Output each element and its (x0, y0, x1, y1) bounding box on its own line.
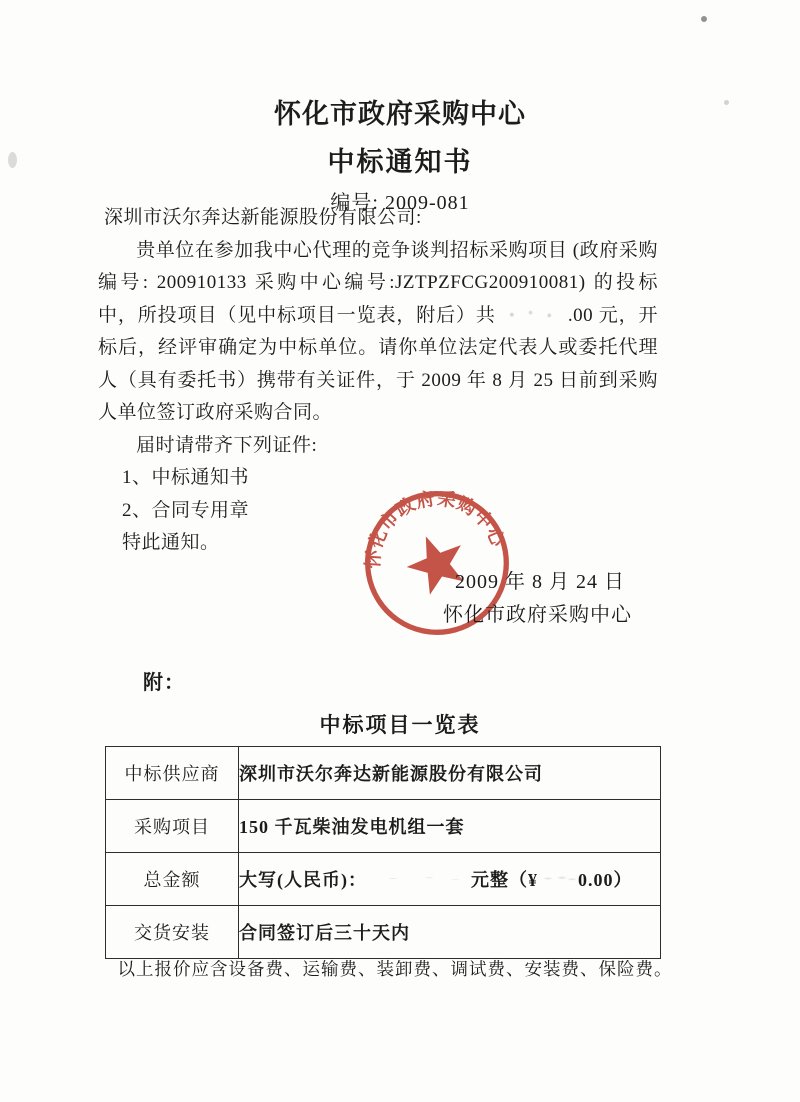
scan-artifact (701, 16, 707, 22)
row-label: 交货安装 (106, 906, 239, 959)
attachment-label: 附： (143, 672, 185, 694)
body-text-after-amount: .00 元，开标后，经评审确定为中标单位。请你单位法定代表人或委托代理人（具有委托书）携带有关证件，于 2009 年 8 月 25 日前到采购人单位签订政府采购合同。 (98, 304, 658, 423)
row-label: 采购项目 (106, 800, 239, 853)
table-row-project (106, 800, 661, 853)
row-value (239, 853, 661, 906)
body-text-before-amount: 贵单位在参加我中心代理的竞争谈判招标采购项目 (政府采购编号: 200910133 采购中心编号:JZTPZFCG200910081) 的投标中，所投项目（见中标项目一览表，附后）共 (98, 239, 658, 326)
erased-amount-digits (538, 871, 578, 886)
doc-title: 中标通知书 (327, 147, 473, 177)
award-table (105, 746, 661, 959)
list-item-contract-seal: 2、合同专用章 (122, 499, 250, 521)
row-value: 150 千瓦柴油发电机组一套 (239, 800, 661, 853)
list-item-notice: 1、中标通知书 (122, 467, 250, 488)
signature-org: 怀化市政府采购中心 (443, 604, 632, 626)
signature-block (443, 566, 703, 632)
row-value: 深圳市沃尔奔达新能源股份有限公司 (239, 747, 661, 800)
row-label: 总金额 (106, 853, 239, 906)
table-row-supplier (106, 747, 661, 800)
amount-mid: 元整（¥ (471, 870, 538, 890)
row-value: 合同签订后三十天内 (239, 906, 661, 959)
scan-artifact (8, 152, 17, 168)
recipient-line: 深圳市沃尔奔达新能源股份有限公司: (104, 207, 422, 228)
amount-tail: 0.00） (578, 870, 633, 890)
price-inclusion-note: 以上报价应含设备费、运输费、装卸费、调试费、安装费、保险费。 (117, 959, 673, 979)
erased-amount-words (367, 871, 471, 886)
closing-line: 特此通知。 (122, 532, 220, 553)
scan-artifact (724, 100, 729, 105)
seal-arc-text: 怀化市政府采购中心 (362, 488, 509, 570)
table-row-delivery (106, 906, 661, 959)
doc-number: 编号: 2009-081 (330, 192, 470, 214)
body-paragraph (98, 235, 658, 430)
row-label: 中标供应商 (106, 747, 239, 800)
org-title: 怀化市政府采购中心 (274, 99, 526, 129)
amount-prefix: 大写(人民币)： (239, 870, 367, 890)
bring-documents-line: 届时请带齐下列证件: (136, 434, 318, 456)
erased-amount-area (496, 307, 568, 321)
award-table-title: 中标项目一览表 (319, 713, 481, 737)
table-row-total-amount (106, 853, 661, 906)
signature-date: 2009 年 8 月 24 日 (455, 571, 625, 593)
